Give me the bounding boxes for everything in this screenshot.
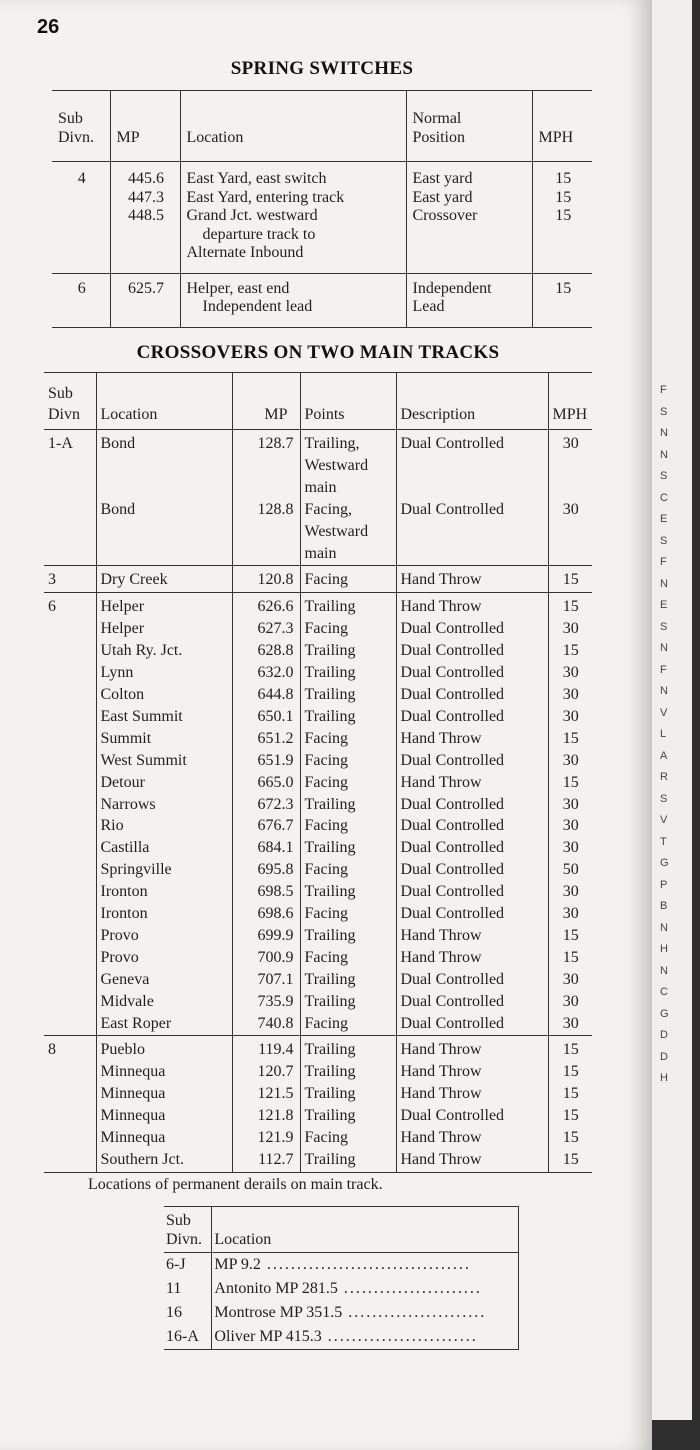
description-cell: Dual Controlled	[396, 662, 548, 684]
description-cell: Hand Throw	[396, 772, 548, 794]
description-cell: Dual Controlled	[396, 815, 548, 837]
description-cell: Hand Throw	[396, 566, 548, 593]
leader-dots: ..................................	[260, 1256, 471, 1273]
table-row	[44, 662, 592, 684]
location-cell: Minnequa	[96, 1083, 232, 1105]
derails-caption: Locations of permanent derails on main track.	[88, 1176, 383, 1193]
facing-page-letter: D	[660, 1029, 668, 1041]
mp-cell: 626.6	[232, 593, 300, 618]
table-row	[44, 593, 592, 618]
mph-cell: 30	[548, 794, 592, 816]
facing-page-letter: R	[660, 771, 668, 783]
col-header-sub-divn: Sub Divn.	[52, 91, 110, 162]
description-cell: Hand Throw	[396, 728, 548, 750]
col-header-location: Location	[212, 1207, 519, 1253]
description-cell: Hand Throw	[396, 1083, 548, 1105]
table-row	[52, 273, 592, 327]
mph-cell: 30	[548, 662, 592, 684]
mp-cell: 651.9	[232, 750, 300, 772]
mp-cell: 665.0	[232, 772, 300, 794]
mph-cell: 30	[548, 837, 592, 859]
location-cell: Dry Creek	[96, 566, 232, 593]
mp-cell: 120.8	[232, 566, 300, 593]
location-cell: Colton	[96, 684, 232, 706]
facing-page-letter: S	[660, 792, 668, 805]
description-cell: Hand Throw	[396, 1149, 548, 1172]
mph-cell: 30	[548, 1013, 592, 1036]
mph-cell: 15	[548, 1083, 592, 1105]
col-header-mph: MPH	[548, 373, 592, 430]
location-cell: Geneva	[96, 969, 232, 991]
table-row	[44, 1105, 592, 1127]
sub-divn-cell	[44, 969, 96, 991]
sub-divn-cell	[44, 1013, 96, 1036]
table-row	[44, 1083, 592, 1105]
facing-page-letter: V	[660, 814, 668, 826]
points-cell: Trailing	[300, 881, 396, 903]
points-cell: Trailing	[300, 1149, 396, 1172]
sub-divn-cell: 16-A	[164, 1325, 212, 1350]
mp-cell: 625.7	[110, 273, 180, 327]
sub-divn-cell: 8	[48, 1041, 56, 1059]
mp-cell: 651.2	[232, 728, 300, 750]
location-cell: Montrose MP 351.5 .......................	[212, 1301, 519, 1325]
table-row	[44, 772, 592, 794]
description-cell: Dual Controlled	[396, 881, 548, 903]
facing-page-letter: F	[660, 556, 667, 568]
description-cell: Dual Controlled	[396, 430, 548, 499]
facing-page-letter: H	[660, 943, 668, 955]
location-cell: Narrows	[96, 794, 232, 816]
table-row	[44, 1036, 592, 1061]
crossovers-title: CROSSOVERS ON TWO MAIN TRACKS	[136, 342, 500, 363]
points-cell: Trailing	[300, 794, 396, 816]
mp-cell: 628.8	[232, 640, 300, 662]
mp-cell: 707.1	[232, 969, 300, 991]
col-header-mp: MP	[110, 91, 180, 162]
table-row	[44, 991, 592, 1013]
points-cell: Trailing	[300, 640, 396, 662]
sub-divn-cell	[44, 837, 96, 859]
facing-page-letter: D	[660, 1050, 668, 1063]
mp-cell: 112.7	[232, 1149, 300, 1172]
mph-cell: 30	[548, 750, 592, 772]
sub-divn-cell	[44, 499, 96, 566]
mph-cell: 15	[548, 728, 592, 750]
mp-cell: 644.8	[232, 684, 300, 706]
sub-divn-cell	[44, 925, 96, 947]
mph-cell: 30	[548, 815, 592, 837]
mp-cell: 121.8	[232, 1105, 300, 1127]
table-row	[44, 903, 592, 925]
sub-divn-cell: 6	[52, 273, 110, 327]
derails-body	[164, 1253, 519, 1350]
facing-page-letter: S	[660, 534, 668, 547]
location-cell: Helper	[96, 593, 232, 618]
points-cell: Trailing	[300, 837, 396, 859]
mph-cell: 15	[532, 273, 592, 327]
col-header-location: Location	[180, 91, 406, 162]
leader-dots: .........................	[321, 1328, 478, 1345]
sub-divn-cell	[44, 618, 96, 640]
facing-page-letter: S	[660, 620, 668, 633]
location-cell: Detour	[96, 772, 232, 794]
sub-divn-cell	[44, 772, 96, 794]
location-cell: Minnequa	[96, 1127, 232, 1149]
location-cell: Minnequa	[96, 1105, 232, 1127]
sub-divn-cell	[44, 662, 96, 684]
mph-cell: 15 15 15	[532, 162, 592, 274]
facing-page-letter: G	[660, 1007, 669, 1020]
leader-dots: .......................	[342, 1304, 487, 1321]
points-cell: Trailing	[300, 706, 396, 728]
table-row	[44, 947, 592, 969]
description-cell: Dual Controlled	[396, 499, 548, 566]
table-row	[44, 1013, 592, 1036]
mph-cell: 15	[548, 1105, 592, 1127]
table-row	[44, 881, 592, 903]
points-cell: Facing, Westward main	[300, 499, 396, 566]
mph-cell: 15	[548, 593, 592, 618]
description-cell: Dual Controlled	[396, 1013, 548, 1036]
col-header-location: Location	[96, 373, 232, 430]
sub-divn-cell: 1-A	[48, 435, 73, 452]
points-cell: Trailing	[300, 925, 396, 947]
table-row	[52, 162, 592, 274]
points-cell: Facing	[300, 859, 396, 881]
facing-page-letter: C	[660, 986, 668, 998]
points-cell: Trailing	[300, 969, 396, 991]
facing-page-letter: T	[660, 835, 667, 848]
mp-cell: 119.4	[232, 1036, 300, 1061]
table-row	[44, 706, 592, 728]
location-cell: Helper, east end Independent lead	[180, 273, 406, 327]
location-cell: Midvale	[96, 991, 232, 1013]
facing-page-letter: B	[660, 900, 668, 912]
facing-page-letter: N	[660, 642, 668, 654]
location-cell: Bond	[96, 430, 232, 499]
sub-divn-cell: 6-J	[166, 1256, 186, 1273]
location-cell: Pueblo	[96, 1036, 232, 1061]
points-cell: Trailing, Westward main	[300, 430, 396, 499]
mp-cell: 699.9	[232, 925, 300, 947]
location-cell: East Summit	[96, 706, 232, 728]
mp-cell: 740.8	[232, 1013, 300, 1036]
spring-switches-title: SPRING SWITCHES	[230, 58, 414, 79]
sub-divn-cell: 16	[166, 1304, 182, 1321]
points-cell: Trailing	[300, 1061, 396, 1083]
col-header-mph: MPH	[532, 91, 592, 162]
facing-page-letter: C	[660, 491, 668, 504]
mp-cell: 700.9	[232, 947, 300, 969]
description-cell: Hand Throw	[396, 925, 548, 947]
points-cell: Trailing	[300, 662, 396, 684]
mph-cell: 15	[548, 1061, 592, 1083]
location-cell: Castilla	[96, 837, 232, 859]
location-cell: Helper	[96, 618, 232, 640]
mp-cell: 684.1	[232, 837, 300, 859]
mph-cell: 30	[548, 991, 592, 1013]
description-cell: Hand Throw	[396, 593, 548, 618]
mp-cell: 627.3	[232, 618, 300, 640]
facing-page-letter: N	[660, 577, 668, 590]
col-header-sub-divn: Sub Divn.	[164, 1207, 212, 1253]
sub-divn-cell: 3	[44, 566, 96, 593]
table-row	[44, 566, 592, 593]
sub-divn-cell	[44, 684, 96, 706]
location-cell: Provo	[96, 947, 232, 969]
table-row	[44, 684, 592, 706]
sub-divn-cell	[44, 859, 96, 881]
mph-cell: 15	[548, 1036, 592, 1061]
mp-cell: 445.6 447.3 448.5	[110, 162, 180, 274]
spring-switches-table	[52, 90, 592, 328]
description-cell: Hand Throw	[396, 947, 548, 969]
location-cell: Summit	[96, 728, 232, 750]
location-cell: Provo	[96, 925, 232, 947]
sub-divn-cell	[44, 1127, 96, 1149]
table-row	[44, 640, 592, 662]
table-row	[44, 837, 592, 859]
mph-cell: 30	[548, 430, 592, 499]
sub-divn-cell	[44, 640, 96, 662]
sub-divn-cell	[44, 1083, 96, 1105]
facing-page-letter: P	[660, 878, 668, 891]
facing-page-letter: S	[660, 470, 668, 482]
description-cell: Dual Controlled	[396, 969, 548, 991]
mp-cell: 120.7	[232, 1061, 300, 1083]
col-header-points: Points	[300, 373, 396, 430]
table-row	[44, 1149, 592, 1172]
points-cell: Trailing	[300, 1105, 396, 1127]
mph-cell: 30	[548, 618, 592, 640]
facing-page-letter: N	[660, 448, 668, 461]
description-cell: Dual Controlled	[396, 903, 548, 925]
location-cell: Oliver MP 415.3 .........................	[212, 1325, 519, 1350]
crossovers-table	[44, 372, 592, 1173]
points-cell: Facing	[300, 1127, 396, 1149]
mph-cell: 30	[548, 499, 592, 566]
mph-cell: 15	[548, 772, 592, 794]
col-header-sub-divn: Sub Divn	[44, 373, 96, 430]
facing-page-letter: E	[660, 599, 668, 611]
location-cell: Southern Jct.	[96, 1149, 232, 1172]
mph-cell: 30	[548, 706, 592, 728]
facing-page-letter: E	[660, 513, 668, 525]
location-cell: Rio	[96, 815, 232, 837]
points-cell: Facing	[300, 1013, 396, 1036]
sub-divn-cell	[44, 991, 96, 1013]
description-cell: Dual Controlled	[396, 837, 548, 859]
points-cell: Trailing	[300, 991, 396, 1013]
mph-cell: 15	[548, 640, 592, 662]
sub-divn-cell	[44, 881, 96, 903]
table-row	[164, 1253, 519, 1278]
points-cell: Facing	[300, 947, 396, 969]
mp-cell: 121.5	[232, 1083, 300, 1105]
normal-position-cell: Independent Lead	[406, 273, 532, 327]
col-header-normal-position: Normal Position	[406, 91, 532, 162]
facing-page-letter: F	[660, 384, 667, 396]
table-row	[44, 618, 592, 640]
mph-cell: 30	[548, 969, 592, 991]
location-cell: Springville	[96, 859, 232, 881]
points-cell: Facing	[300, 618, 396, 640]
description-cell: Dual Controlled	[396, 640, 548, 662]
table-row	[44, 430, 592, 499]
mp-cell: 698.5	[232, 881, 300, 903]
sub-divn-cell	[44, 903, 96, 925]
sub-divn-cell	[44, 815, 96, 837]
mp-cell: 121.9	[232, 1127, 300, 1149]
points-cell: Trailing	[300, 593, 396, 618]
facing-page-letter: N	[660, 685, 668, 697]
mp-cell: 695.8	[232, 859, 300, 881]
location-cell: West Summit	[96, 750, 232, 772]
table-row	[44, 794, 592, 816]
location-cell: East Yard, east switch East Yard, entering track Grand Jct. westward departure track to Alternate Inbound	[180, 162, 406, 274]
crossovers-body	[44, 430, 592, 1173]
description-cell: Dual Controlled	[396, 859, 548, 881]
sub-divn-cell: 4	[52, 162, 110, 274]
table-row	[44, 750, 592, 772]
mp-cell: 128.8	[232, 499, 300, 566]
points-cell: Trailing	[300, 1083, 396, 1105]
sub-divn-cell: 6	[48, 598, 56, 616]
location-cell: Utah Ry. Jct.	[96, 640, 232, 662]
facing-page-letters	[660, 380, 690, 1090]
description-cell: Dual Controlled	[396, 706, 548, 728]
facing-page-letter: N	[660, 964, 668, 977]
facing-page-letter: H	[660, 1072, 668, 1084]
points-cell: Facing	[300, 903, 396, 925]
sub-divn-cell	[44, 947, 96, 969]
sub-divn-cell	[44, 706, 96, 728]
points-cell: Trailing	[300, 684, 396, 706]
mp-cell: 128.7	[232, 430, 300, 499]
facing-page-letter: G	[660, 857, 669, 869]
mph-cell: 30	[548, 903, 592, 925]
table-row	[44, 1061, 592, 1083]
table-row	[44, 815, 592, 837]
mph-cell: 30	[548, 684, 592, 706]
description-cell: Dual Controlled	[396, 991, 548, 1013]
table-row	[44, 969, 592, 991]
table-row	[164, 1325, 519, 1350]
sub-divn-cell	[44, 1149, 96, 1172]
leader-dots: .......................	[337, 1280, 482, 1297]
sub-divn-cell	[44, 794, 96, 816]
sub-divn-cell	[44, 750, 96, 772]
points-cell: Facing	[300, 728, 396, 750]
points-cell: Facing	[300, 566, 396, 593]
mp-cell: 672.3	[232, 794, 300, 816]
mp-cell: 632.0	[232, 662, 300, 684]
col-header-mp: MP	[232, 373, 300, 430]
mph-cell: 50	[548, 859, 592, 881]
sub-divn-cell	[44, 1061, 96, 1083]
facing-page-letter: A	[660, 749, 668, 762]
description-cell: Dual Controlled	[396, 684, 548, 706]
description-cell: Hand Throw	[396, 1127, 548, 1149]
facing-page-letter: V	[660, 706, 668, 719]
location-cell: Lynn	[96, 662, 232, 684]
mp-cell: 650.1	[232, 706, 300, 728]
mph-cell: 15	[548, 947, 592, 969]
facing-page-letter: F	[660, 663, 667, 676]
table-row	[164, 1301, 519, 1325]
facing-page-letter: L	[660, 728, 667, 740]
mp-cell: 698.6	[232, 903, 300, 925]
description-cell: Hand Throw	[396, 1036, 548, 1061]
mph-cell: 15	[548, 1127, 592, 1149]
sub-divn-cell: 11	[166, 1280, 182, 1297]
mp-cell: 735.9	[232, 991, 300, 1013]
location-cell: Ironton	[96, 903, 232, 925]
mph-cell: 30	[548, 881, 592, 903]
facing-page-letter: N	[660, 921, 668, 934]
description-cell: Dual Controlled	[396, 794, 548, 816]
table-row	[44, 499, 592, 566]
table-row	[44, 1127, 592, 1149]
description-cell: Dual Controlled	[396, 1105, 548, 1127]
description-cell: Dual Controlled	[396, 750, 548, 772]
sub-divn-cell	[44, 1105, 96, 1127]
sub-divn-cell	[44, 728, 96, 750]
location-cell: Ironton	[96, 881, 232, 903]
table-row	[44, 859, 592, 881]
mph-cell: 15	[548, 925, 592, 947]
points-cell: Facing	[300, 750, 396, 772]
points-cell: Facing	[300, 815, 396, 837]
table-row	[44, 925, 592, 947]
location-cell: East Roper	[96, 1013, 232, 1036]
points-cell: Facing	[300, 772, 396, 794]
table-row	[44, 728, 592, 750]
location-cell: Bond	[96, 499, 232, 566]
location-cell: Antonito MP 281.5 .......................	[212, 1277, 519, 1301]
description-cell: Hand Throw	[396, 1061, 548, 1083]
col-header-description: Description	[396, 373, 548, 430]
facing-page-letter: N	[660, 427, 668, 439]
points-cell: Trailing	[300, 1036, 396, 1061]
mph-cell: 15	[548, 1149, 592, 1172]
normal-position-cell: East yard East yard Crossover	[406, 162, 532, 274]
page-number: 26	[37, 16, 60, 38]
facing-page-letter: S	[660, 405, 668, 418]
table-row	[164, 1277, 519, 1301]
mp-cell: 676.7	[232, 815, 300, 837]
derails-table	[164, 1206, 519, 1350]
description-cell: Dual Controlled	[396, 618, 548, 640]
location-cell: MP 9.2 ..................................	[212, 1253, 519, 1278]
mph-cell: 15	[548, 566, 592, 593]
location-cell: Minnequa	[96, 1061, 232, 1083]
